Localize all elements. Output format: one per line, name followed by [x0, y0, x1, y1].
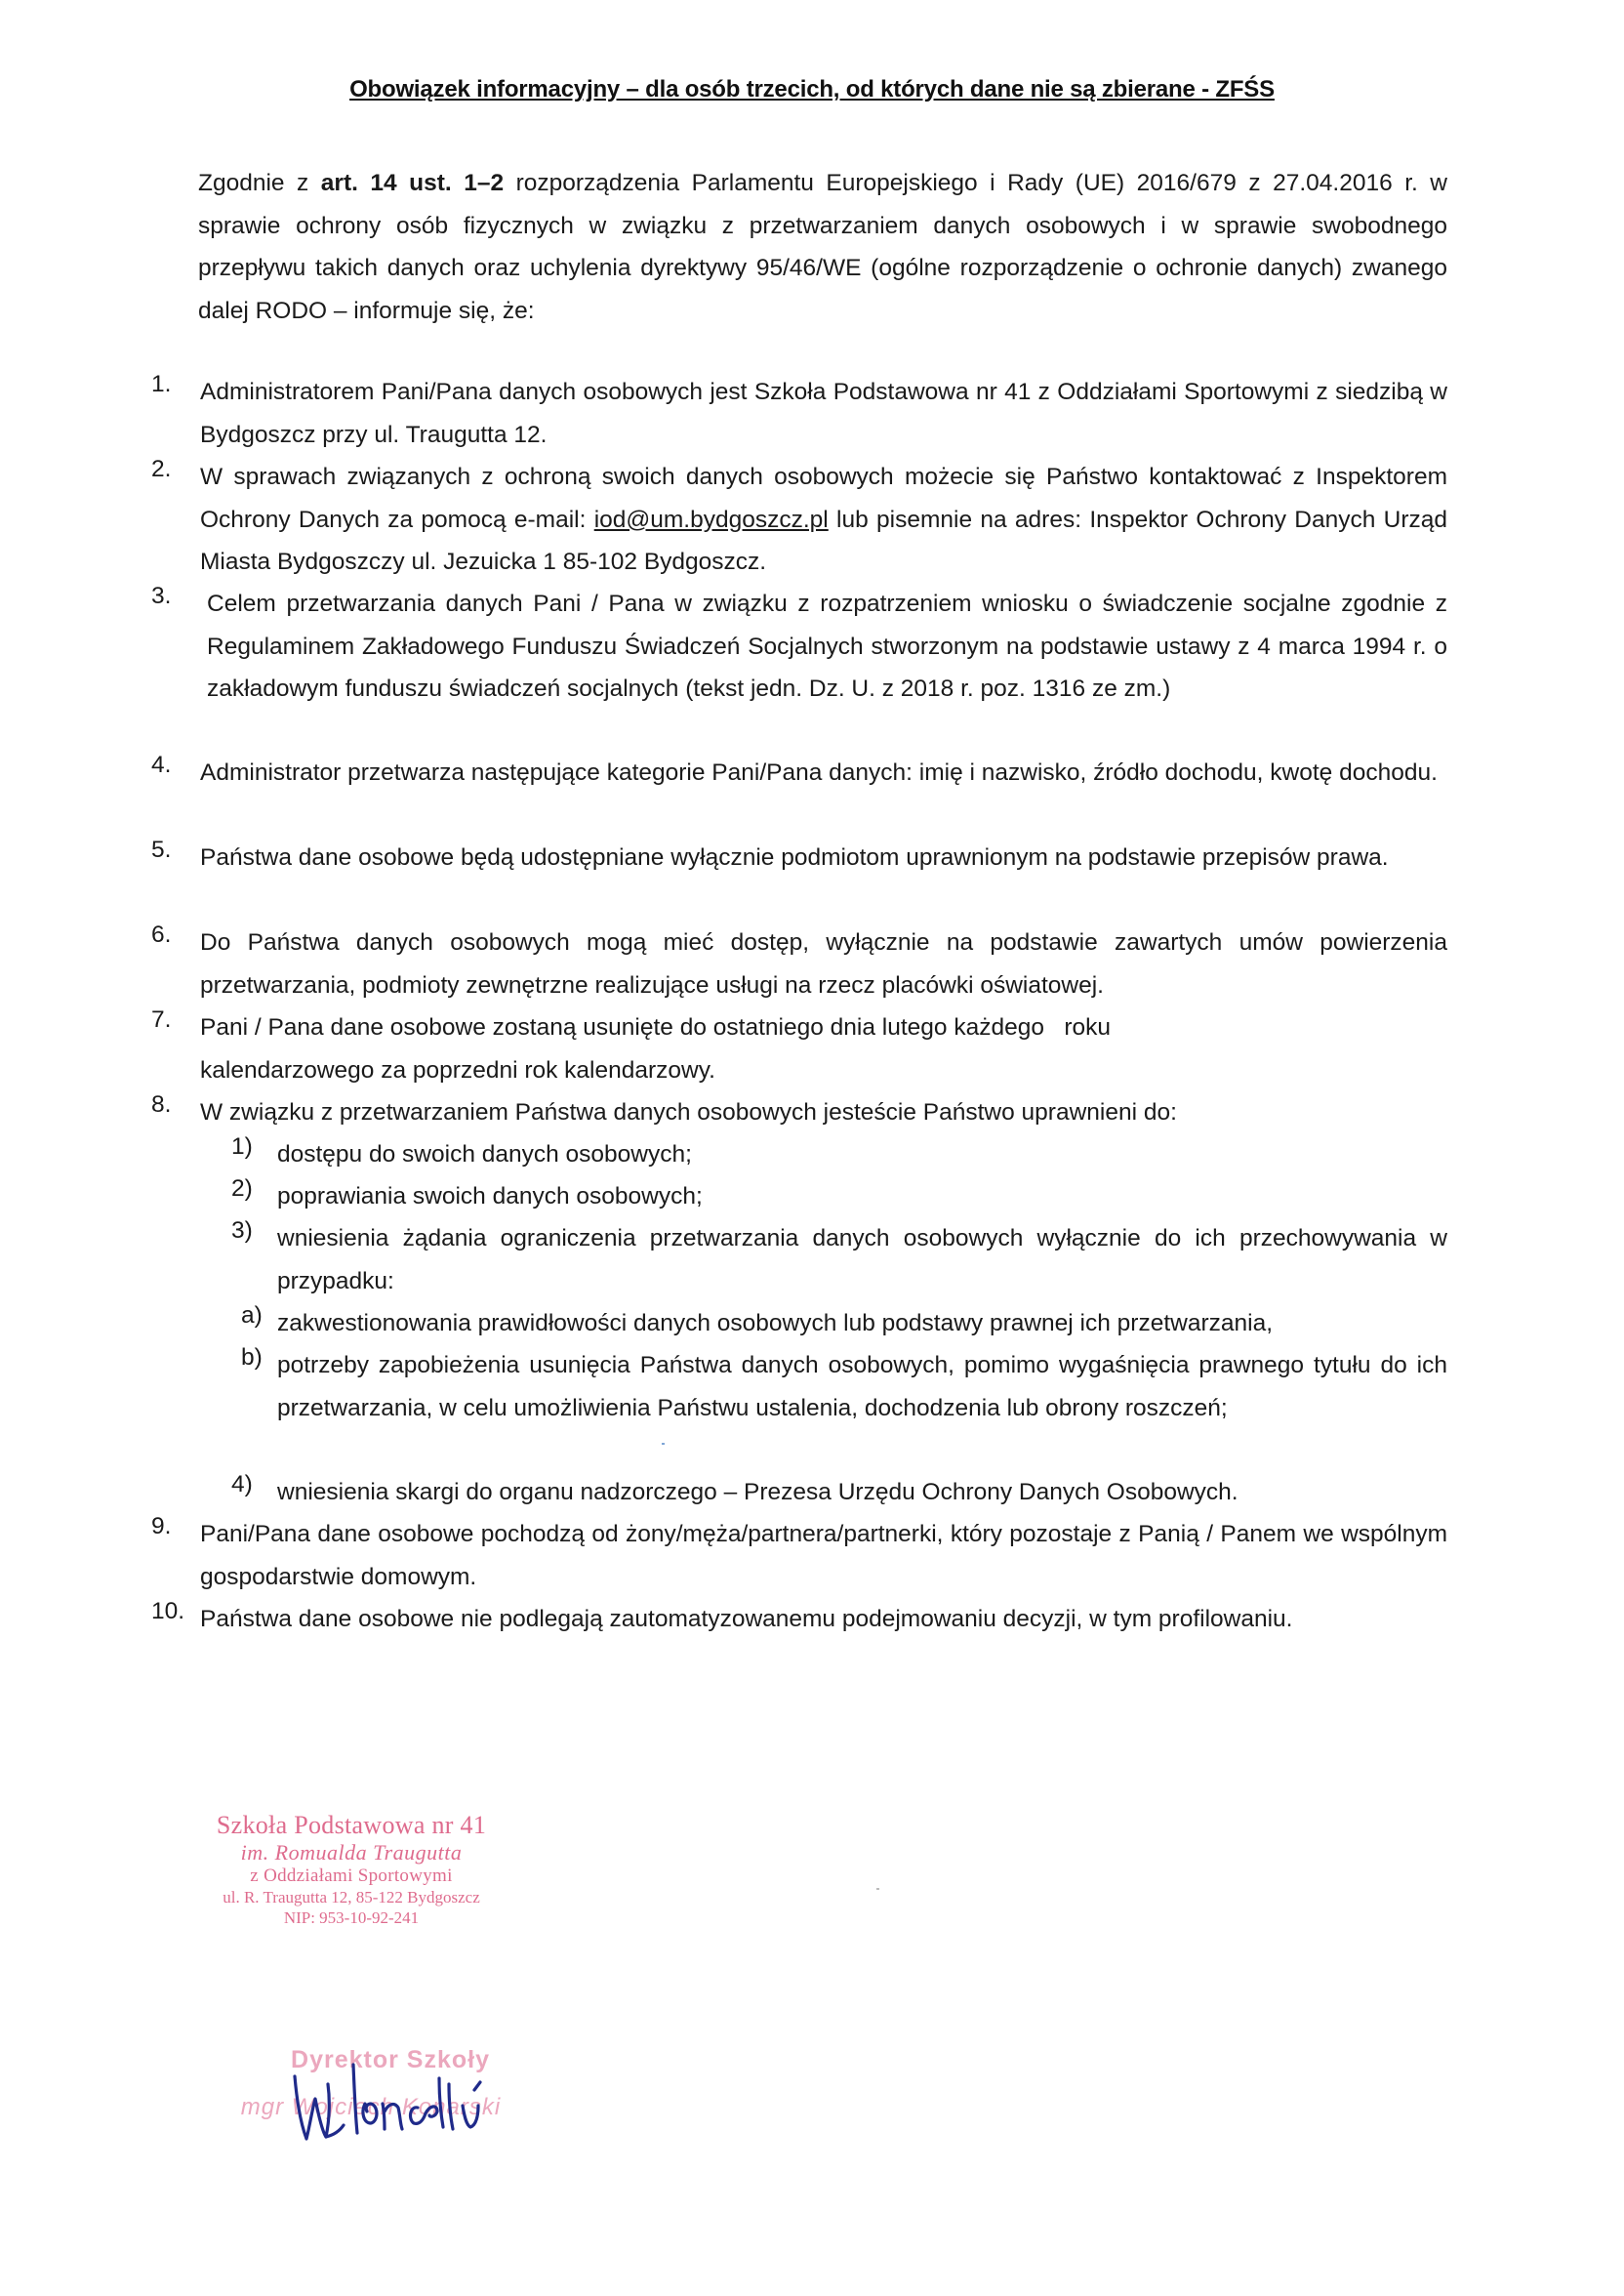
document-title: Obowiązek informacyjny – dla osób trzecich, od których dane nie są zbierane - ZFŚS: [349, 76, 1275, 102]
stamp-nip: NIP: 953-10-92-241: [283, 1908, 420, 1927]
stamp-address: ul. R. Traugutta 12, 85-122 Bydgoszcz: [223, 1888, 480, 1906]
intro-paragraph: [198, 162, 1447, 332]
list-number: 9.: [151, 1513, 172, 1539]
subitem-text: wniesienia żądania ograniczenia przetwarzania danych osobowych wyłącznie do ich przechowywania w przypadku:: [277, 1225, 1447, 1294]
subitem-number: 2): [231, 1175, 253, 1202]
list-text: Pani/Pana dane osobowe pochodzą od żony/męża/partnera/partnerki, który pozostaje z Panią / Panem we wspólnym gospodarstwie domowym.: [200, 1521, 1447, 1590]
list-text-line-2: kalendarzowego za poprzedni rok kalendarzowy.: [200, 1056, 715, 1084]
subitem-text: dostępu do swoich danych osobowych;: [277, 1141, 692, 1168]
intro-text-start: Zgodnie z: [198, 170, 321, 196]
subitem-text: wniesienia skargi do organu nadzorczego – Prezesa Urzędu Ochrony Danych Osobowych.: [277, 1479, 1238, 1505]
list-text: Państwa dane osobowe będą udostępniane wyłącznie podmiotom uprawnionym na podstawie przepisów prawa.: [200, 844, 1389, 871]
list-number: 1.: [151, 371, 172, 397]
stamp-division: z Oddziałami Sportowymi: [250, 1866, 453, 1886]
list-text: Do Państwa danych osobowych mogą mieć dostęp, wyłącznie na podstawie zawartych umów powierzenia przetwarzania, podmioty zewnętrzne realizujące usługi na rzecz placówki oświatowej.: [200, 929, 1447, 999]
email-link[interactable]: iod@um.bydgoszcz.pl: [593, 506, 829, 533]
stamp-school-name: Szkoła Podstawowa nr 41: [216, 1811, 487, 1839]
director-stamp-title: Dyrektor Szkoły: [291, 2046, 490, 2073]
list-number: 10.: [151, 1598, 185, 1624]
list-text: Państwa dane osobowe nie podlegają zautomatyzowanemu podejmowaniu decyzji, w tym profilowaniu.: [200, 1606, 1293, 1632]
list-number: 2.: [151, 456, 172, 482]
list-text: Celem przetwarzania danych Pani / Pana w związku z rozpatrzeniem wniosku o świadczenie socjalne zgodnie z Regulaminem Zakładowego Funduszu Świadczeń Socjalnych stworzonym na podstawie ustawy z 4 marca 1994 r. o zakładowym funduszu świadczeń socjalnych (tekst jedn. Dz. U. z 2018 r. poz. 1316 ze zm.): [207, 591, 1447, 702]
list-text: Administratorem Pani/Pana danych osobowych jest Szkoła Podstawowa nr 41 z Oddziałami Sportowymi z siedzibą w Bydgoszcz przy ul. Traugutta 12.: [200, 379, 1447, 448]
subitem-letter: a): [241, 1302, 263, 1329]
handwritten-signature-icon: [283, 2055, 498, 2143]
list-number: 5.: [151, 837, 172, 863]
school-stamp: [161, 1811, 542, 1928]
subitem-letter-text: zakwestionowania prawidłowości danych osobowych lub podstawy prawnej ich przetwarzania,: [277, 1310, 1274, 1336]
subitem-text: poprawiania swoich danych osobowych;: [277, 1183, 703, 1210]
list-number: 8.: [151, 1091, 172, 1118]
list-text-line-1: Pani / Pana dane osobowe zostaną usunięte do ostatniego dnia lutego każdego roku: [200, 1014, 1112, 1041]
intro-text-rest: rozporządzenia Parlamentu Europejskiego i Rady (UE) 2016/679 z 27.04.2016 r. w sprawie ochrony osób fizycznych w związku z przetwarzaniem danych osobowych i w sprawie swobodnego przepływu takich danych oraz uchylenia dyrektywy 95/46/WE (ogólne rozporządzenie o ochronie danych) zwanego dalej RODO – informuje się, że:: [198, 170, 1448, 324]
subitem-number: 1): [231, 1133, 253, 1160]
list-text: [200, 456, 1447, 584]
address-text: lub pisemnie na adres: Inspektor Ochrony Danych Urząd Miasta Bydgoszczy ul. Jezuicka 1 85-102 Bydgoszcz.: [200, 506, 1447, 575]
list-number: 7.: [151, 1006, 172, 1033]
contact-text: W sprawach związanych z ochroną swoich danych osobowych możecie się Państwo kontaktować z Inspektorem Ochrony Danych za pomocą e-mail:: [200, 464, 1447, 533]
intro-legal-reference: art. 14 ust. 1–2: [320, 170, 505, 196]
director-stamp-name: mgr Wojciech Konarski: [240, 2094, 502, 2120]
scan-speck: [876, 1888, 879, 1890]
list-text: Administrator przetwarza następujące kategorie Pani/Pana danych: imię i nazwisko, źródło dochodu, kwotę dochodu.: [200, 759, 1438, 786]
scan-speck: [662, 1443, 665, 1445]
list-number: 3.: [151, 583, 172, 609]
list-number: 4.: [151, 752, 172, 778]
subitem-number: 3): [231, 1217, 253, 1244]
list-number: 6.: [151, 922, 172, 948]
stamp-patron: im. Romualda Traugutta: [240, 1840, 463, 1865]
subitem-number: 4): [231, 1471, 253, 1497]
list-text: W związku z przetwarzaniem Państwa danych osobowych jesteście Państwo uprawnieni do:: [200, 1099, 1177, 1126]
subitem-letter: b): [241, 1344, 263, 1371]
list-text: [200, 1006, 1447, 1091]
subitem-letter-text: potrzeby zapobieżenia usunięcia Państwa danych osobowych, pomimo wygaśnięcia prawnego tytułu do ich przetwarzania, w celu umożliwienia Państwu ustalenia, dochodzenia lub obrony roszczeń;: [277, 1352, 1447, 1421]
